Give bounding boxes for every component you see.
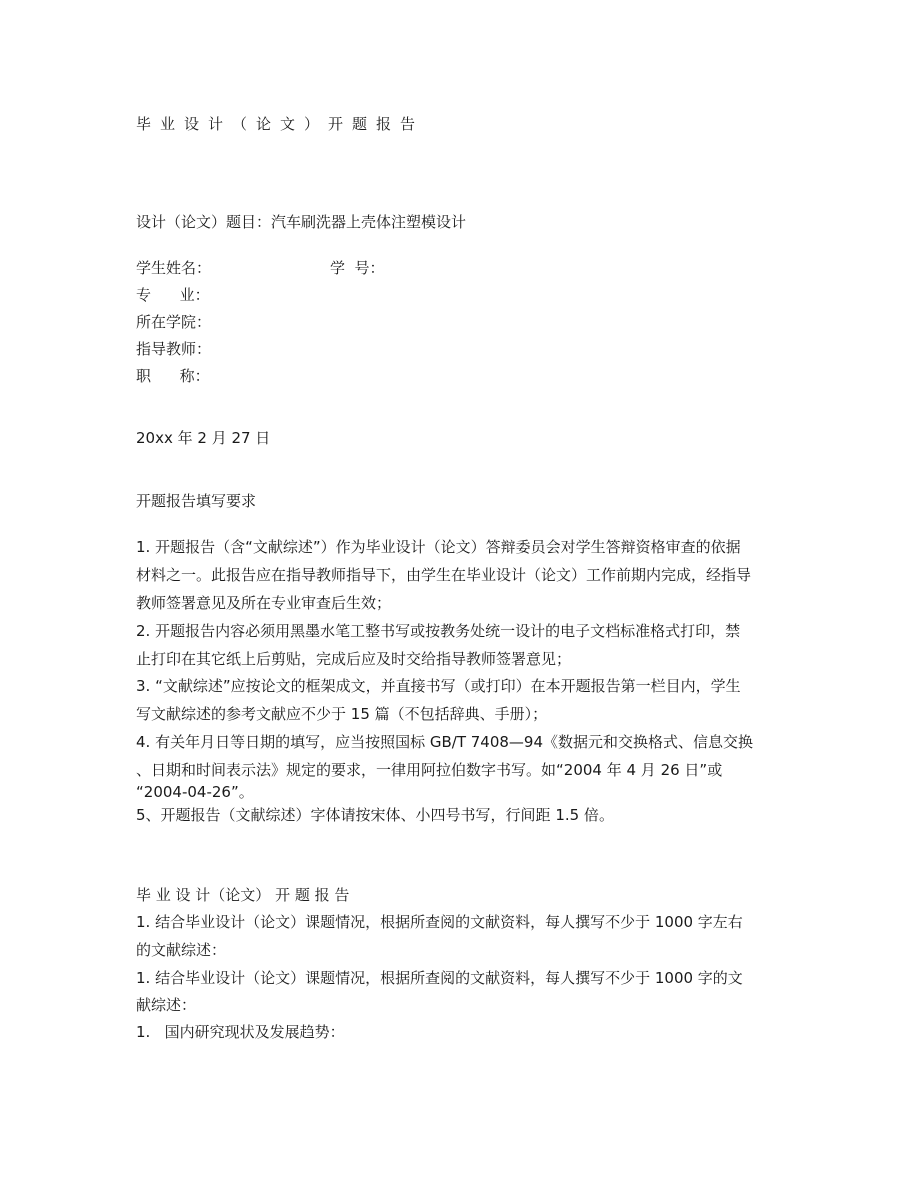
student-name-label: 学生姓名： [136,259,212,277]
section-heading: 毕 业 设 计（论文） 开 题 报 告 [136,886,350,904]
requirement-line: “2004-04-26”。 [136,783,254,801]
section-line: 1. 结合毕业设计（论文）课题情况，根据所查阅的文献资料，每人撰写不少于 1000 字的文 [136,969,743,987]
college-label: 所在学院： [136,313,212,331]
report-date: 20xx 年 2 月 27 日 [136,429,271,447]
document-title: 毕业设计（论文）开题报告 [136,115,425,133]
topic-line: 设计（论文）题目：汽车刷洗器上壳体注塑模设计 [136,213,467,231]
rank-label: 职 称： [136,367,210,385]
section-line: 献综述： [136,996,197,1014]
requirement-line: 5、开题报告（文献综述）字体请按宋体、小四号书写，行间距 1.5 倍。 [136,806,614,824]
requirement-line: 4. 有关年月日等日期的填写，应当按照国标 GB/T 7408—94《数据元和交换格式、信息交换 [136,733,754,751]
requirement-line: 写文献综述的参考文献应不少于 15 篇（不包括辞典、手册）； [136,705,548,723]
requirement-line: 止打印在其它纸上后剪贴，完成后应及时交给指导教师签署意见； [136,650,572,668]
advisor-label: 指导教师： [136,340,212,358]
section-line: 的文献综述： [136,941,227,959]
section-line: 1. 国内研究现状及发展趋势： [136,1023,345,1041]
requirement-line: 、日期和时间表示法》规定的要求，一律用阿拉伯数字书写。如“2004 年 4 月 26 日”或 [136,761,723,779]
section-line: 1. 结合毕业设计（论文）课题情况，根据所查阅的文献资料，每人撰写不少于 1000 字左右 [136,913,743,931]
requirement-line: 3. “文献综述”应按论文的框架成文，并直接书写（或打印）在本开题报告第一栏目内，学生 [136,677,741,695]
requirement-line: 1. 开题报告（含“文献综述”）作为毕业设计（论文）答辩委员会对学生答辩资格审查的依据 [136,538,741,556]
requirement-line: 教师签署意见及所在专业审查后生效； [136,594,392,612]
requirement-line: 2. 开题报告内容必须用黑墨水笔工整书写或按教务处统一设计的电子文档标准格式打印，禁 [136,622,741,640]
student-id-label: 学 号： [330,259,385,277]
requirement-line: 材料之一。此报告应在指导教师指导下，由学生在毕业设计（论文）工作前期内完成，经指导 [136,566,752,584]
major-label: 专 业： [136,286,210,304]
requirements-heading: 开题报告填写要求 [136,492,257,510]
